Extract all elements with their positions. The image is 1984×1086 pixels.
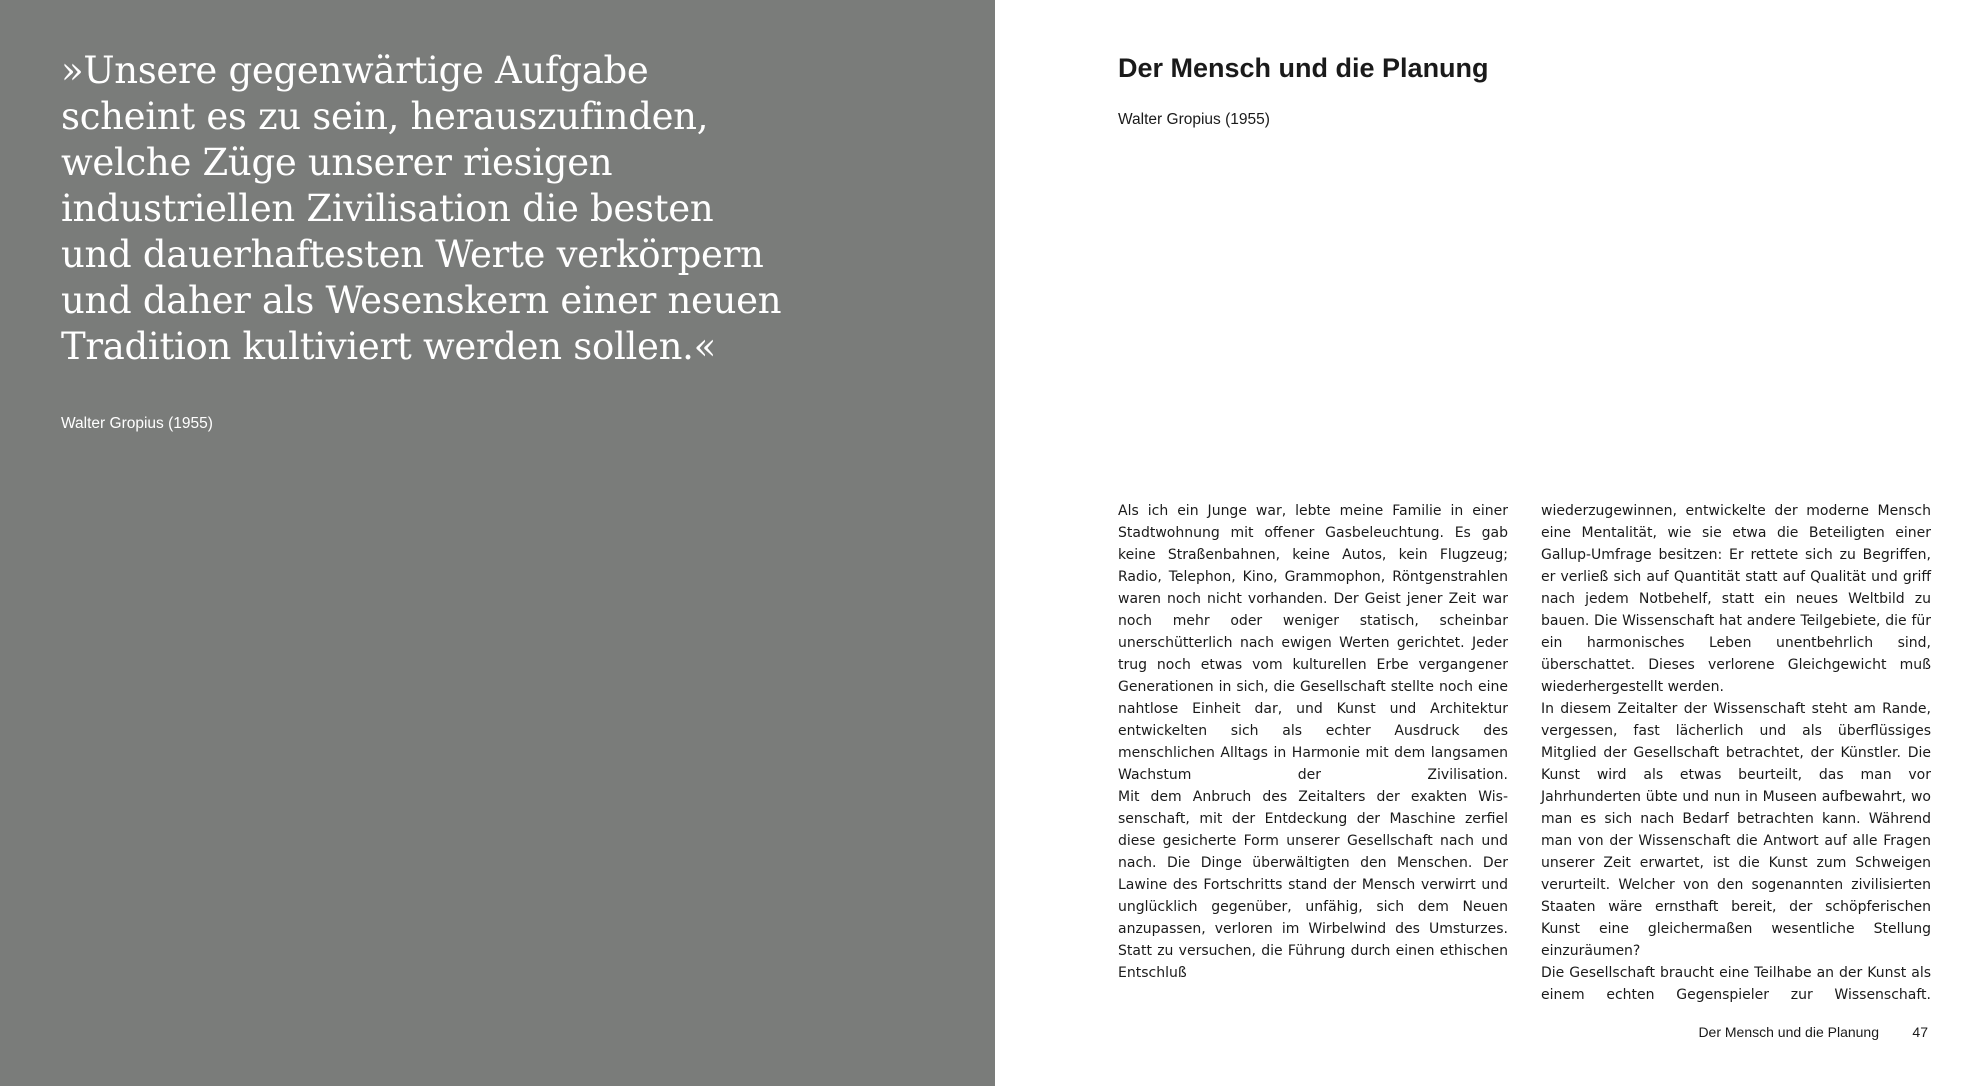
text-column-right (1541, 500, 1931, 1006)
paragraph: Mit dem Anbruch des Zeitalters der exakten Wissenschaft, mit der Entdeckung der Maschine zerfiel diese gesicherte Form unserer Gesellschaft nach und nach. Die Dinge überwältigten den Menschen. Der Lawine des Fortschritts stand der Mensch verwirrt und unglücklich gegenüber, unfähig, sich dem Neuen anzupassen, verloren im Wirbelwind des Umsturzes. Statt zu versuchen, die Führung durch einen ethischen Entschluß (1118, 789, 1508, 981)
quote-attribution: Walter Gropius (1955) (61, 415, 213, 432)
paragraph: Die Gesellschaft braucht eine Teilhabe an der Kunst als einem echten Gegenspieler zur Wissenschaft. (1541, 965, 1931, 1003)
quote-line: welche Züge unserer riesigen (61, 141, 613, 184)
quote-line: »Unsere gegenwärtige Aufgabe (61, 49, 649, 92)
article-title: Der Mensch und die Planung (1118, 53, 1489, 83)
text-column-left (1118, 500, 1508, 984)
quote-line: industriellen Zivilisation die besten (61, 187, 714, 230)
quote-line: und daher als Wesenskern einer neuen (61, 279, 782, 322)
running-footer-title: Der Mensch und die Planung (1698, 1024, 1879, 1040)
page-number: 47 (1912, 1024, 1928, 1040)
paragraph: wiederzugewinnen, entwickelte der moderne Mensch eine Mentalität, wie sie etwa die Beteiligten einer Gallup-Umfrage besitzen: Er rettete sich zu Begriffen, er verließ sich auf Quantität statt auf Qualität und griff nach jedem Notbehelf, statt ein neues Weltbild zu bauen. Die Wissenschaft hat andere Teilgebiete, die für ein harmonisches Leben unentbehrlich sind, überschattet. Dieses verlorene Gleichgewicht muß wiederhergestellt werden. (1541, 503, 1931, 695)
paragraph: In diesem Zeitalter der Wissenschaft steht am Rande, vergessen, fast lächerlich und als überflüssiges Mitglied der Gesellschaft betrachtet, der Künstler. Die Kunst wird als etwas beurteilt, das man vor Jahrhunderten übte und nun in Museen aufbewahrt, wo man es sich nach Bedarf betrachten kann. Während man von der Wissenschaft die Antwort auf alle Fragen unserer Zeit erwartet, ist die Kunst zum Schweigen verurteilt. Welcher von den sogenannten zivilisierten Staaten wäre ernsthaft bereit, der schöpferischen Kunst eine gleichermaßen wesentliche Stellung einzuräumen? (1541, 701, 1931, 959)
right-page (995, 0, 1984, 1086)
quote-line: Tradition kultiviert werden sollen.« (61, 325, 716, 368)
article-byline: Walter Gropius (1955) (1118, 111, 1270, 128)
paragraph: Als ich ein Junge war, lebte meine Familie in einer Stadtwohnung mit offener Gasbeleuchtung. Es gab keine Straßenbahnen, keine Autos, kein Flugzeug; Radio, Telephon, Kino, Grammophon, Röntgenstrahlen waren noch nicht vorhanden. Der Geist jener Zeit war noch mehr oder weniger statisch, scheinbar unerschütterlich nach ewigen Werten gerichtet. Jeder trug noch etwas vom kulturellen Erbe vergangener Generationen in sich, die Gesellschaft stellte noch eine nahtlose Einheit dar, und Kunst und Architektur entwickelten sich als echter Ausdruck des menschlichen Alltags in Harmonie mit dem langsamen Wachstum der Zivilisation. (1118, 503, 1508, 783)
quote-line: und dauerhaftesten Werte verkörpern (61, 233, 764, 276)
pull-quote (61, 48, 801, 370)
quote-line: scheint es zu sein, herauszufinden, (61, 95, 709, 138)
